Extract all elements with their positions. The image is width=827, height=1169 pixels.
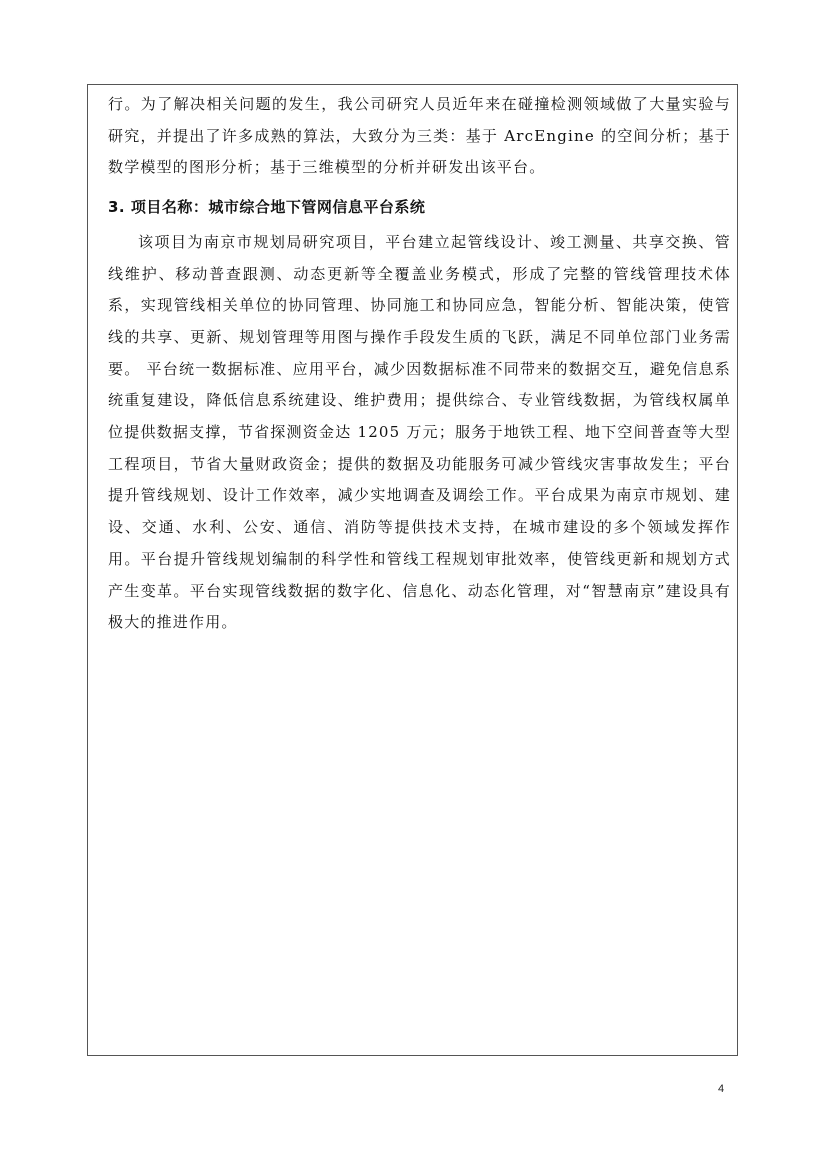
page-number: 4	[718, 1083, 725, 1095]
section-heading: 3. 项目名称：城市综合地下管网信息平台系统	[108, 198, 426, 217]
document-body	[108, 89, 731, 639]
intro-paragraph: 行。为了解决相关问题的发生，我公司研究人员近年来在碰撞检测领域做了大量实验与研究，并提出了许多成熟的算法，大致分为三类：基于 ArcEngine 的空间分析；基于数学模型的图形分析；基于三维模型的分析并研发出该平台。	[108, 95, 731, 177]
section-body-paragraph: 该项目为南京市规划局研究项目，平台建立起管线设计、竣工测量、共享交换、管线维护、移动普查跟测、动态更新等全覆盖业务模式，形成了完整的管线管理技术体系，实现管线相关单位的协同管理、协同施工和协同应急，智能分析、智能决策，使管线的共享、更新、规划管理等用图与操作手段发生质的飞跃，满足不同单位部门业务需要。 平台统一数据标准、应用平台，减少因数据标准不同带来的数据交互，避免信息系统重复建设，降低信息系统建设、维护费用；提供综合、专业管线数据，为管线权属单位提供数据支撑，节省探测资金达 1205 万元；服务于地铁工程、地下空间普查等大型工程项目，节省大量财政资金；提供的数据及功能服务可减少管线灾害事故发生；平台提升管线规划、设计工作效率，减少实地调查及调绘工作。平台成果为南京市规划、建设、交通、水利、公安、通信、消防等提供技术支持，在城市建设的多个领域发挥作用。平台提升管线规划编制的科学性和管线工程规划审批效率，使管线更新和规划方式产生变革。平台实现管线数据的数字化、信息化、动态化管理，对“智慧南京”建设具有极大的推进作用。	[108, 232, 731, 632]
